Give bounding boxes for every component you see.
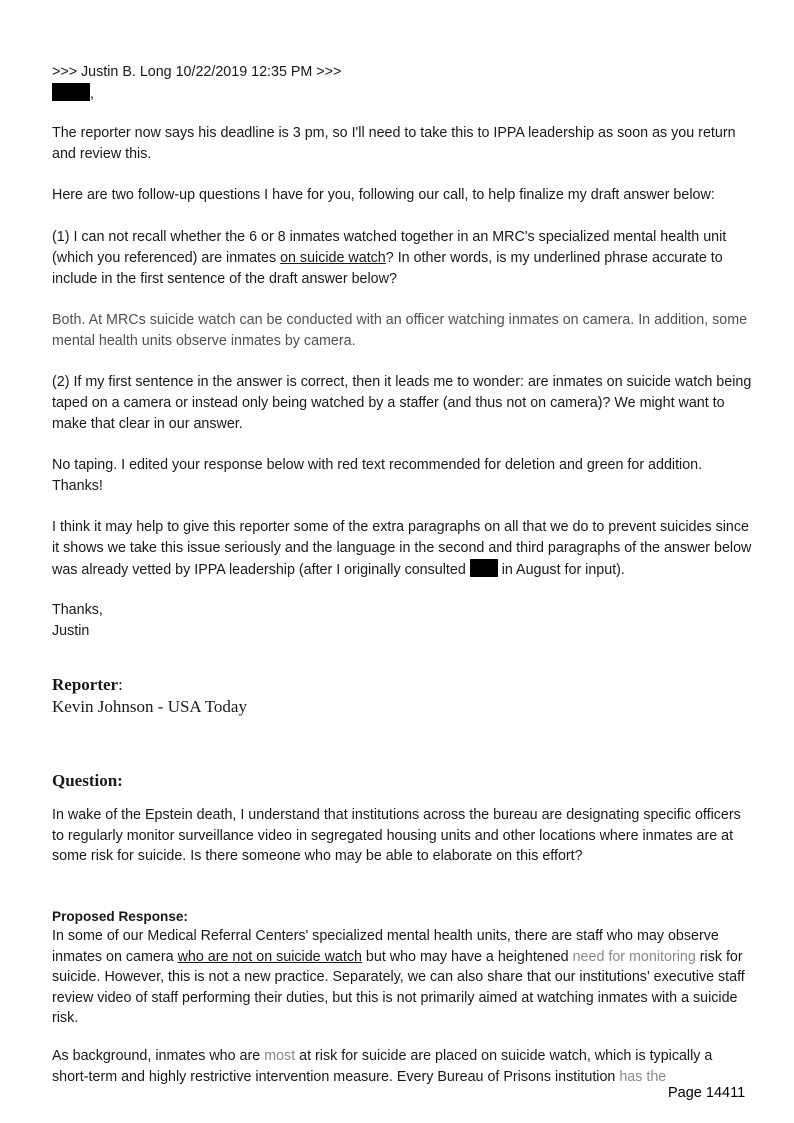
answer-1: Both. At MRCs suicide watch can be conducted with an officer watching inmates on camera. In addition, some mental health units observe inmates by camera. [52, 312, 748, 349]
deleted-text: need for monitoring [572, 948, 696, 965]
response-paragraph-1 [52, 926, 752, 1029]
response-text: risk for suicide. However, this is not a new practice. Separately, we can also share that our institutions' executive staff review video of staff performing their duties, but this is not primarily aimed at watching inmates with a suicide risk. [52, 948, 745, 1026]
reporter-label: Reporter [52, 675, 119, 694]
reporter-colon: : [118, 675, 123, 694]
question-1 [52, 227, 752, 289]
underlined-phrase: who are not on suicide watch [177, 948, 362, 965]
question-2: (2) If my first sentence in the answer is correct, then it leads me to wonder: are inmates on suicide watch being taped on a camera or instead only being watched by a staffer (and thus not on camera)? We might want to make that clear in our answer. [52, 374, 752, 432]
email-greeting [52, 83, 752, 105]
reporter-name: Kevin Johnson - USA Today [52, 697, 247, 716]
vetted-text-end: in August for input). [497, 561, 625, 578]
question-text: In wake of the Epstein death, I understand that institutions across the bureau are designating specific officers to regularly monitor surveillance video in segregated housing units and other locations where inmates are at some risk for suicide. Is there someone who may be able to elaborate on this effort? [52, 807, 741, 864]
answer-2: No taping. I edited your response below with red text recommended for deletion and green for addition. Thanks! [52, 457, 703, 494]
reporter-heading [52, 674, 752, 696]
deleted-text: most [264, 1048, 296, 1064]
greeting-comma: , [90, 86, 94, 102]
response-paragraph-2 [52, 1046, 752, 1087]
email-header: >>> Justin B. Long 10/22/2019 12:35 PM >>> [52, 64, 342, 80]
response-text: In some of our Medical Referral Centers' specialized mental health units, there are staff who may observe inmates on camera [52, 928, 719, 965]
email-paragraph-deadline: The reporter now says his deadline is 3 pm, so I'll need to take this to IPPA leadership as soon as you return and review this. [52, 125, 736, 162]
question-heading: Question: [52, 771, 123, 790]
vetted-text: I think it may help to give this reporter some of the extra paragraphs on all that we do to prevent suicides since it shows we take this issue seriously and the language in the second and third paragraphs of the answer below was already vetted by IPPA leadership (after I originally consulted [52, 519, 752, 578]
response-text: As background, inmates who are [52, 1048, 265, 1064]
proposed-response-heading: Proposed Response: [52, 909, 188, 924]
response-text: at risk for suicide are placed on suicide watch, which is typically a short-term and highly restrictive intervention measure. Every Bureau of Prisons institution [52, 1048, 713, 1085]
email-paragraph-vetted [52, 517, 752, 580]
question-1-text-end: ? In other words, is my underlined phrase accurate to include in the first sentence of the draft answer below? [52, 249, 723, 287]
response-text: but who may have a heightened [361, 948, 573, 965]
email-signature: Justin [52, 623, 90, 639]
email-signoff: Thanks, [52, 602, 103, 618]
redaction-box [52, 83, 90, 101]
underlined-phrase: on suicide watch [280, 249, 386, 266]
deleted-text: has the [619, 1068, 667, 1085]
redaction-box [470, 559, 498, 577]
email-paragraph-followup: Here are two follow-up questions I have for you, following our call, to help finalize my draft answer below: [52, 187, 715, 203]
page-number: Page 14411 [668, 1085, 746, 1101]
question-1-text: (1) I can not recall whether the 6 or 8 inmates watched together in an MRC's specialized mental health unit (which you referenced) are inmates [52, 229, 727, 266]
